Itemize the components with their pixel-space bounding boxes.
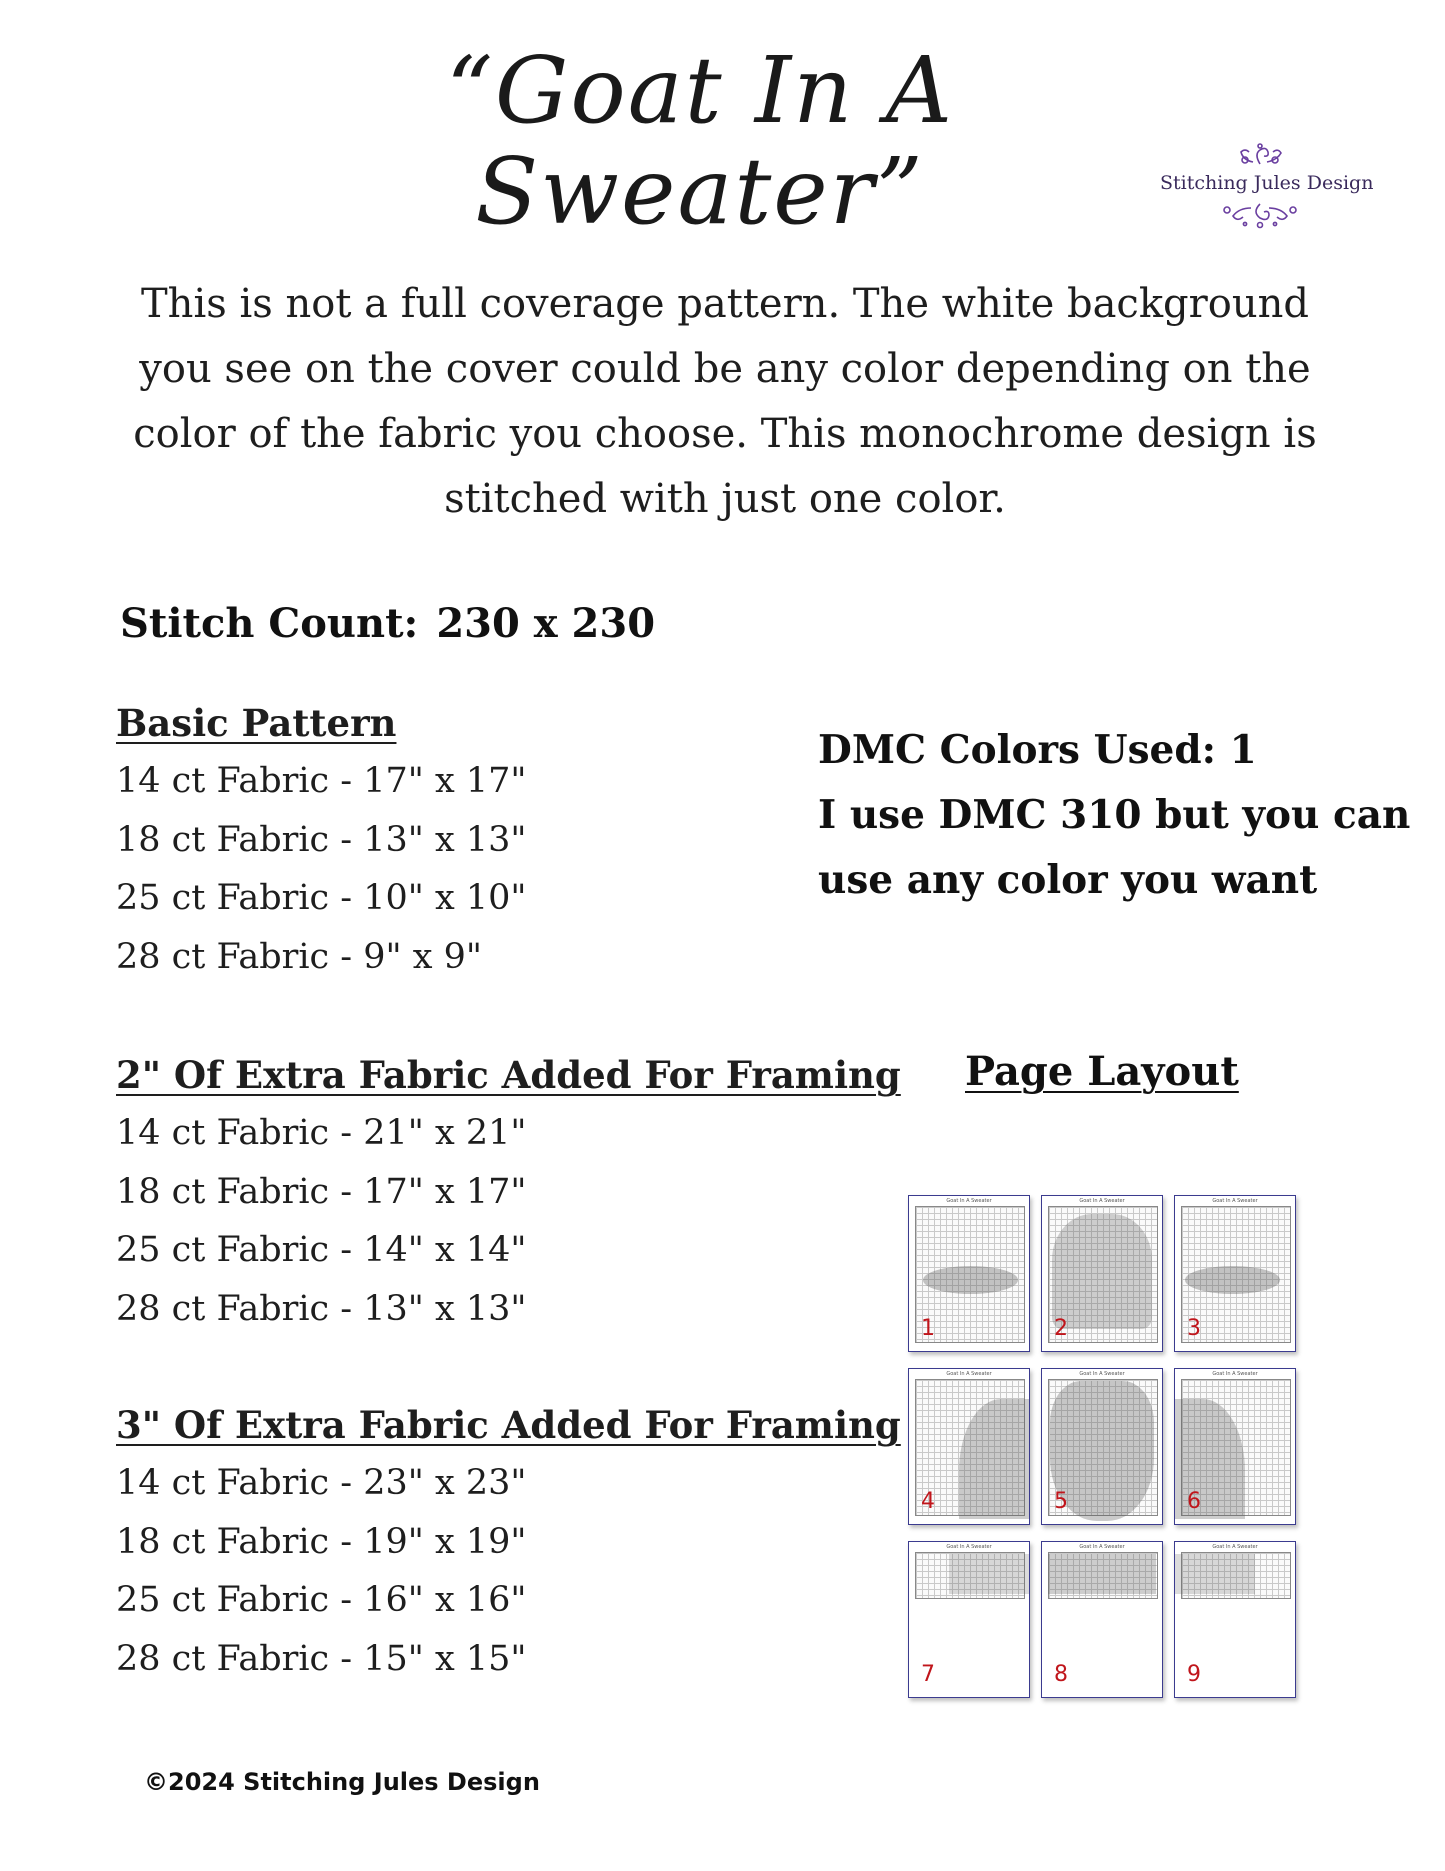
flourish-bottom-icon	[1215, 196, 1305, 230]
page-number: 3	[1187, 1316, 1201, 1341]
pattern-shading	[1052, 1214, 1152, 1329]
size-row: 25 ct Fabric - 14" x 14"	[116, 1230, 527, 1270]
brand-logo	[1160, 140, 1374, 250]
page-number: 8	[1054, 1662, 1068, 1687]
pattern-shading	[923, 1266, 1018, 1294]
size-row: 14 ct Fabric - 21" x 21"	[116, 1113, 527, 1153]
layout-page-heading: Goat In A Sweater	[946, 1544, 992, 1550]
layout-page-heading: Goat In A Sweater	[946, 1371, 992, 1377]
copyright-footer: ©2024 Stitching Jules Design	[144, 1768, 540, 1796]
page-layout-title: Page Layout	[965, 1048, 1239, 1095]
page-number: 5	[1054, 1489, 1068, 1514]
stitch-count	[120, 600, 655, 647]
pattern-shading	[1175, 1554, 1255, 1594]
pattern-shading	[1185, 1266, 1280, 1294]
dmc-colors-note	[818, 718, 1410, 913]
layout-page	[1041, 1368, 1163, 1525]
size-row: 28 ct Fabric - 15" x 15"	[116, 1638, 527, 1679]
logo-text: Stitching Jules Design	[1160, 172, 1374, 194]
layout-page-heading: Goat In A Sweater	[1079, 1198, 1125, 1204]
flourish-top-icon	[1225, 140, 1295, 170]
size-row: 14 ct Fabric - 23" x 23"	[116, 1463, 527, 1503]
layout-page-heading: Goat In A Sweater	[1079, 1544, 1125, 1550]
pattern-shading	[949, 1554, 1029, 1594]
size-row: 14 ct Fabric - 17" x 17"	[116, 761, 527, 801]
size-row: 25 ct Fabric - 16" x 16"	[116, 1580, 527, 1620]
stitch-count-value: 230 x 230	[436, 600, 656, 647]
pattern-shading	[1048, 1554, 1156, 1594]
page-number: 1	[921, 1316, 935, 1341]
size-row: 25 ct Fabric - 10" x 10"	[116, 878, 527, 918]
page-number: 9	[1187, 1662, 1201, 1687]
page-layout-grid	[908, 1195, 1298, 1695]
layout-page	[1041, 1195, 1163, 1352]
page-number: 7	[921, 1662, 935, 1687]
extra-3in-heading: 3" Of Extra Fabric Added For Framing	[116, 1403, 901, 1447]
layout-page-heading: Goat In A Sweater	[1212, 1544, 1258, 1550]
basic-pattern-section	[116, 694, 527, 986]
size-row: 18 ct Fabric - 13" x 13"	[116, 819, 527, 860]
layout-page	[1041, 1541, 1163, 1698]
stitch-count-label: Stitch Count:	[120, 600, 419, 647]
extra-2in-heading: 2" Of Extra Fabric Added For Framing	[116, 1053, 901, 1097]
extra-3in-section	[116, 1396, 901, 1688]
page-title: “Goat In A Sweater”	[445, 37, 955, 246]
extra-2in-section	[116, 1046, 901, 1338]
layout-page	[908, 1368, 1030, 1525]
layout-page	[1174, 1541, 1296, 1698]
size-row: 28 ct Fabric - 13" x 13"	[116, 1288, 527, 1329]
page-number: 4	[921, 1489, 935, 1514]
layout-page-heading: Goat In A Sweater	[1212, 1371, 1258, 1377]
page-number: 6	[1187, 1489, 1201, 1514]
layout-page-heading: Goat In A Sweater	[1079, 1371, 1125, 1377]
intro-paragraph: This is not a full coverage pattern. The white background you see on the cover could be any color depending on the color of the fabric you choose. This monochrome design is stitched with just one color.	[133, 281, 1317, 522]
size-row: 18 ct Fabric - 19" x 19"	[116, 1521, 527, 1562]
layout-page	[1174, 1195, 1296, 1352]
size-row: 18 ct Fabric - 17" x 17"	[116, 1171, 527, 1212]
basic-pattern-heading: Basic Pattern	[116, 701, 397, 745]
dmc-line-2: I use DMC 310 but you can	[818, 792, 1411, 838]
layout-page	[1174, 1368, 1296, 1525]
page-number: 2	[1054, 1316, 1068, 1341]
size-row: 28 ct Fabric - 9" x 9"	[116, 936, 482, 977]
layout-page	[908, 1195, 1030, 1352]
dmc-line-1: DMC Colors Used: 1	[818, 727, 1257, 773]
layout-page-heading: Goat In A Sweater	[1212, 1198, 1258, 1204]
layout-page	[908, 1541, 1030, 1698]
layout-page-heading: Goat In A Sweater	[946, 1198, 992, 1204]
dmc-line-3: use any color you want	[818, 857, 1318, 903]
